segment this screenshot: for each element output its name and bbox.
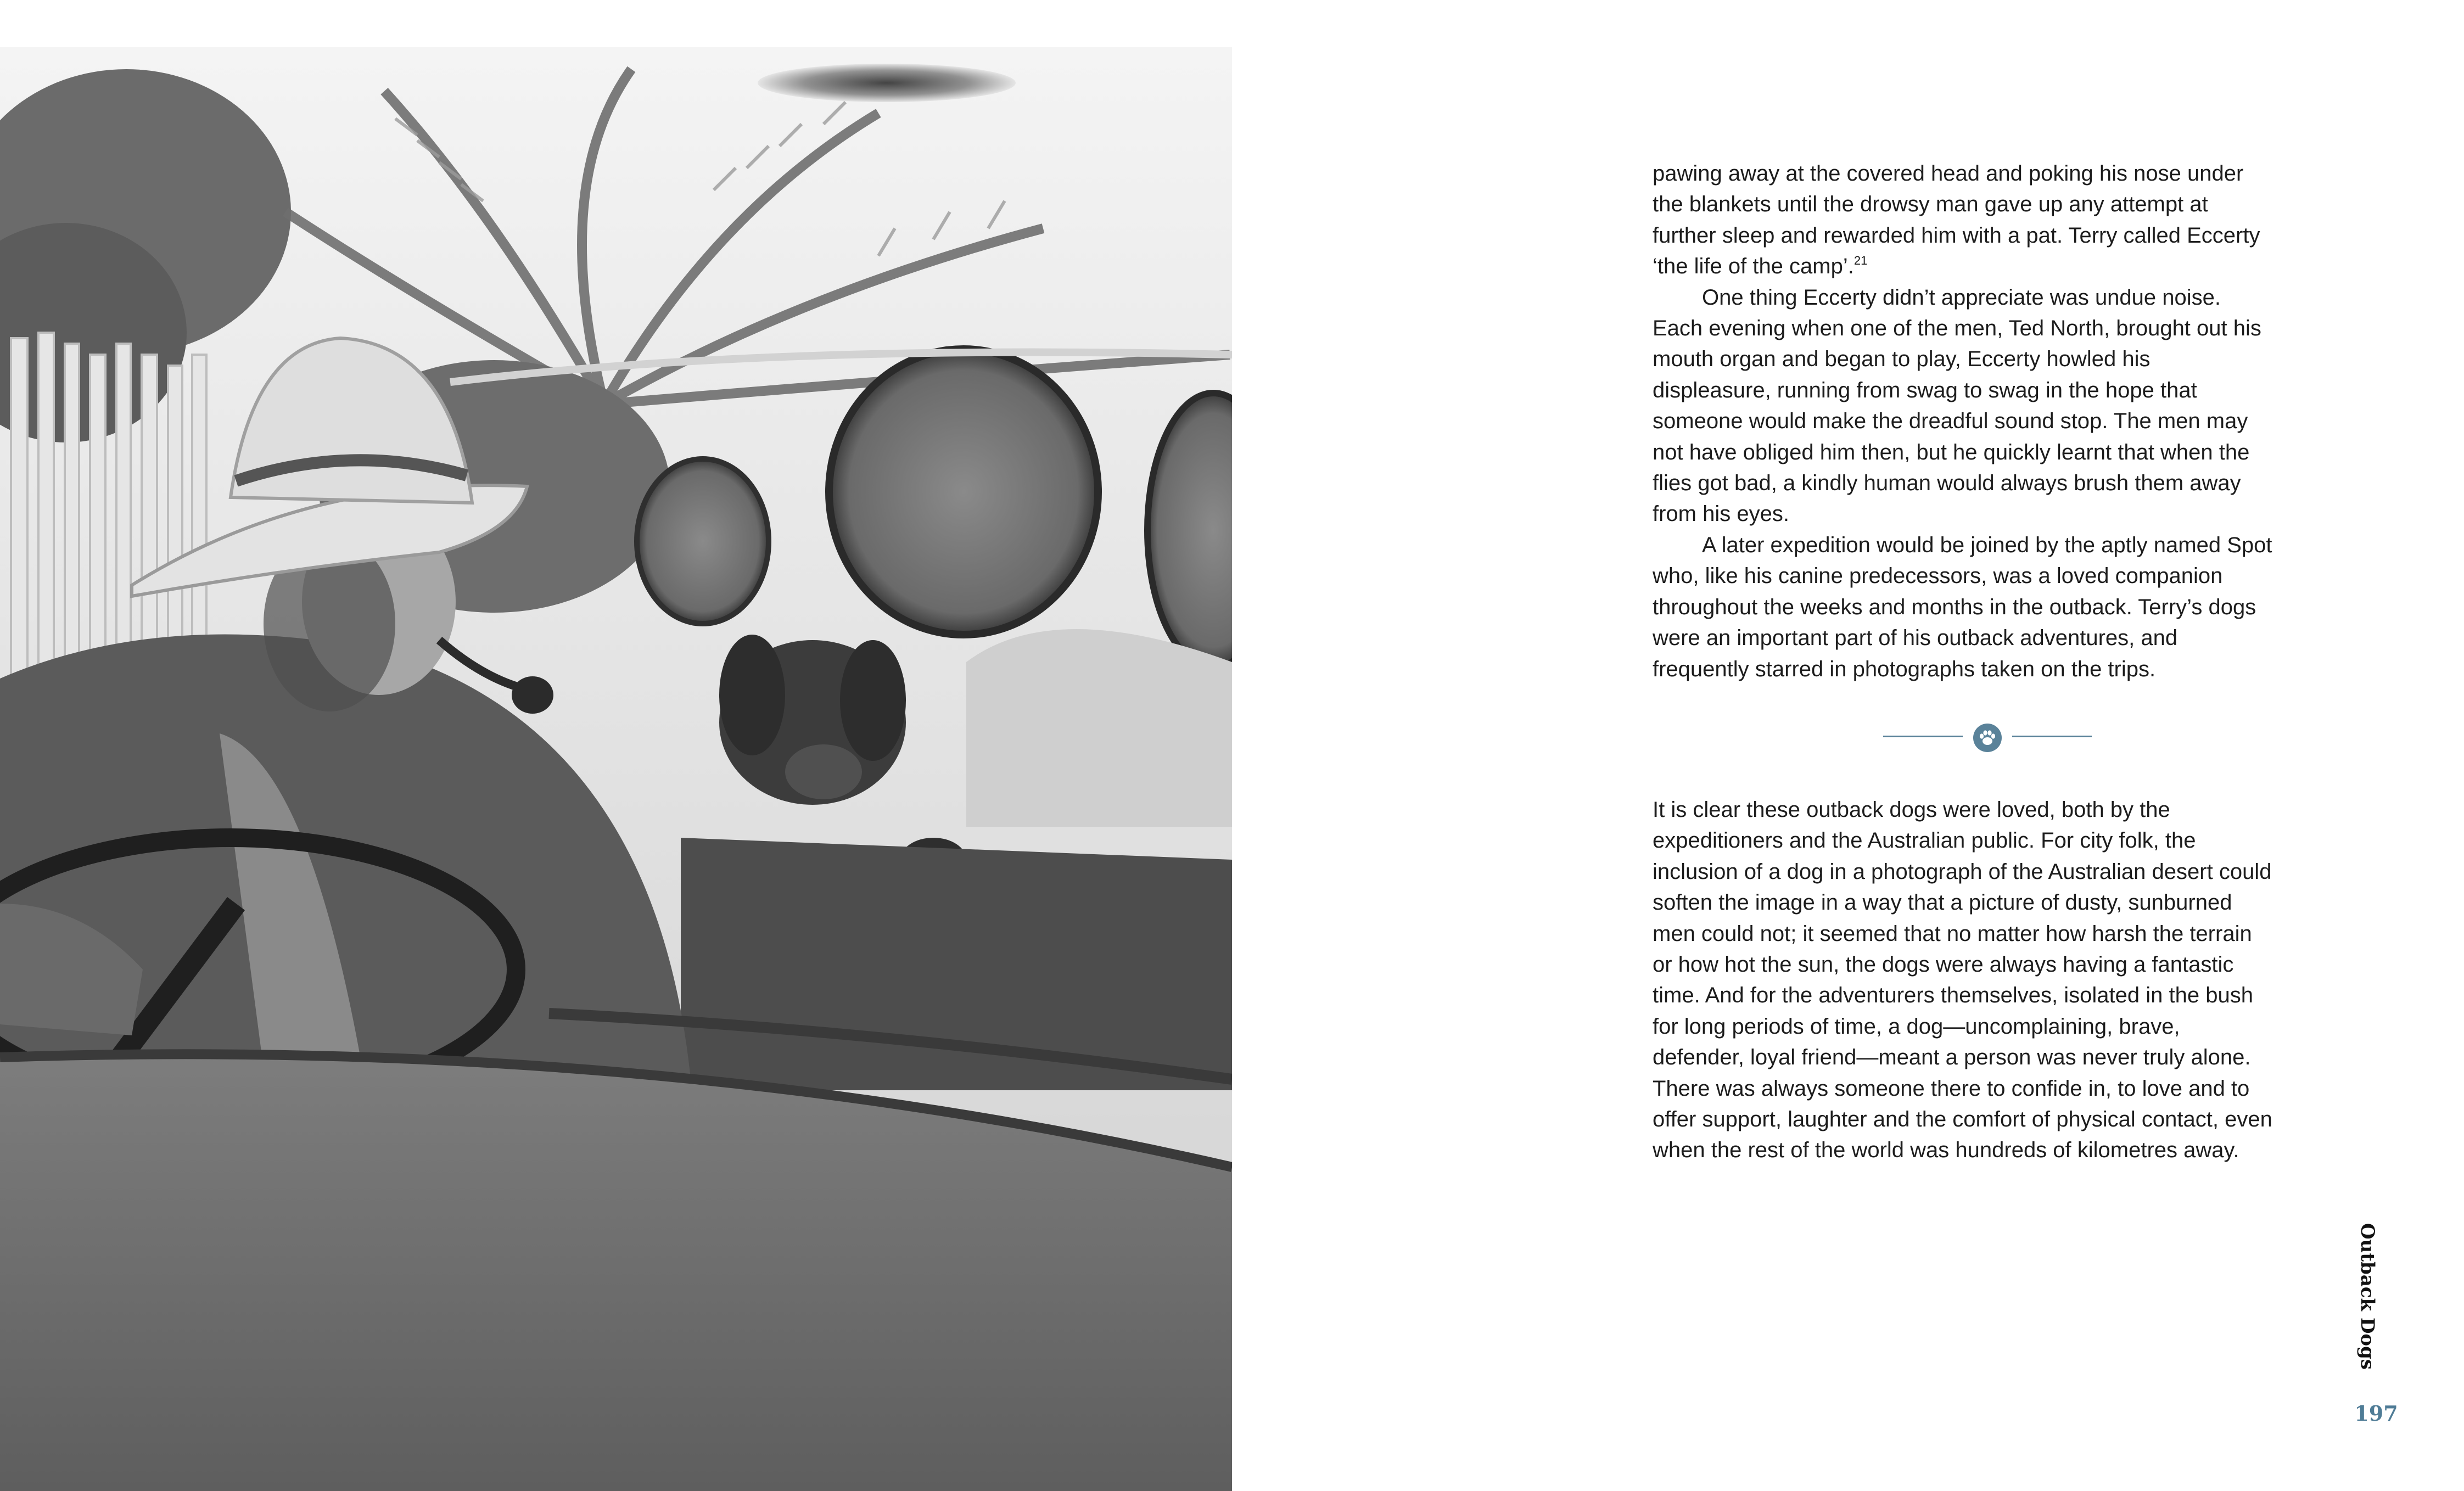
paragraph: It is clear these outback dogs were loved, both by the expeditioners and the Australian public. For city folk, the inclusion of a dog in a photograph of the Australian desert could soften the image in a way that a picture of dusty, sunburned men could not; it seemed that no matter how harsh the terrain or how hot the sun, the dogs were always having a fantastic time. And for the adventurers themselves, isolated in the bush for long periods of time, a dog—uncomplaining, brave, defender, loyal friend—meant a person was never truly alone. There was always someone there to confide in, to love and to offer support, laughter and the comfort of physical contact, even when the rest of the world was hundreds of kilometres away. [1653,797,2272,1163]
running-head: Outback Dogs [2356,1223,2378,1370]
paragraph: A later expedition would be joined by the aptly named Spot who, like his canine predecessors, was a loved companion throughout the weeks and months in the outback. Terry’s dogs were an important part of his outback adventures, and frequently starred in photographs taken on the trips. [1653,532,2272,681]
paragraph: One thing Eccerty didn’t appreciate was undue noise. Each evening when one of the men, Ted North, brought out his mouth organ and began to play, Eccerty howled his displeasure, running from swag to swag in the hope that someone would make the dreadful sound stop. The men may not have obliged him then, but he quickly learnt that when the flies got bad, a kindly human would always brush them away from his eyes. [1653,285,2261,526]
body-text [1653,158,2273,1166]
ornament-rule-right [2012,736,2092,737]
ornament-rule-left [1883,736,1963,737]
section-break-ornament [1653,720,2273,752]
page-number: 197 [2354,1401,2398,1426]
paw-print-icon [1973,723,2002,753]
photo-edge-smudge [758,64,1016,102]
footnote-reference: 21 [1853,254,1868,268]
photograph [0,47,1232,1491]
photograph-illustration [0,47,1232,1491]
paragraph: pawing away at the covered head and poking his nose under the blankets until the drowsy man gave up any attempt at further sleep and rewarded him with a pat. Terry called Eccerty ‘the life of the camp’.$^{21}$ [1653,161,2260,279]
